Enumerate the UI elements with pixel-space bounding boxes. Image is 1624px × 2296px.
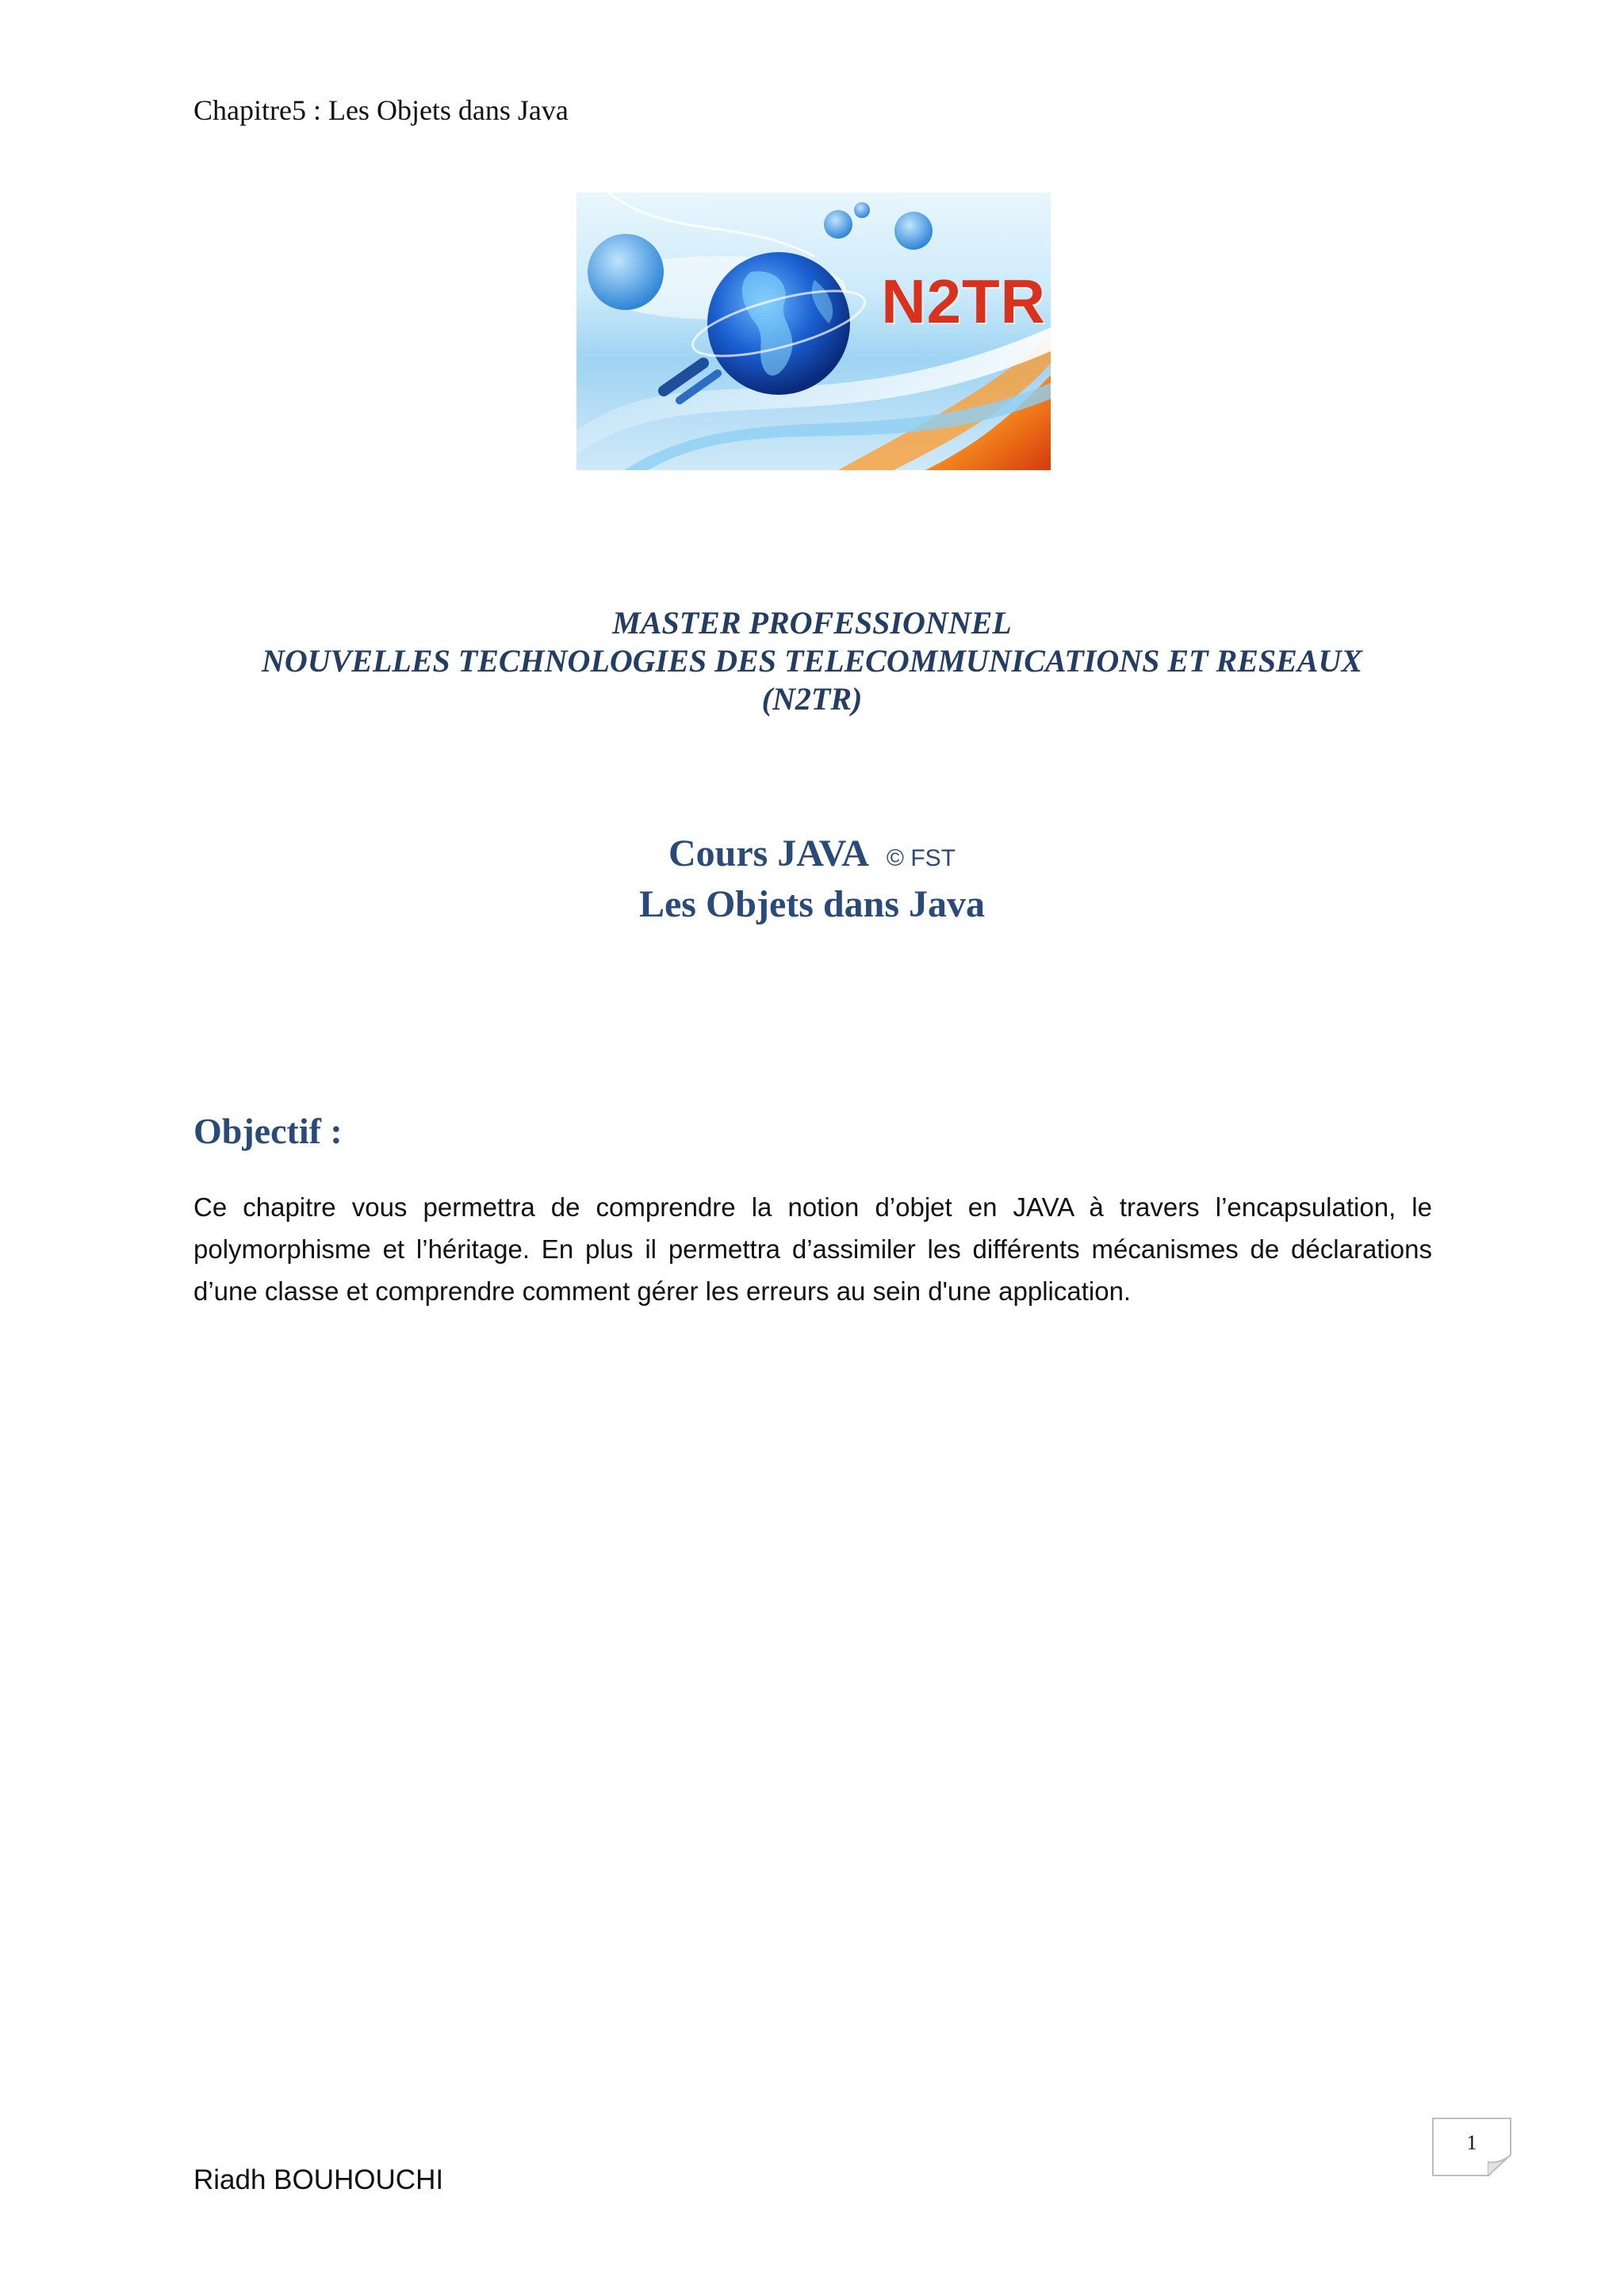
logo-text: N2TR: [881, 266, 1046, 336]
program-line-3: (N2TR): [761, 681, 863, 717]
program-title: [0, 604, 1624, 718]
course-title-block: [0, 831, 1624, 928]
objective-heading: Objectif :: [193, 1111, 343, 1151]
course-subtitle: Les Objets dans Java: [638, 883, 986, 925]
copyright-notice: © FST: [886, 845, 956, 871]
objective-paragraph: Ce chapitre vous permettra de comprendre la notion d’objet en JAVA à travers l’encapsulation, le polymorphisme et l’héritage. En plus il permettra d’assimiler les différents mécanismes de déclarations d’une classe et comprendre comment gérer les erreurs au sein d'une application.: [193, 1192, 1432, 1306]
course-title: Cours JAVA: [668, 832, 869, 874]
course-title-line: [0, 831, 1624, 882]
page-header: Chapitre5 : Les Objets dans Java: [193, 94, 569, 126]
n2tr-logo: [576, 193, 1051, 470]
footer-author: Riadh BOUHOUCHI: [193, 2164, 444, 2195]
program-line-1: MASTER PROFESSIONNEL: [612, 605, 1012, 641]
program-line-2: NOUVELLES TECHNOLOGIES DES TELECOMMUNICATIONS ET RESEAUX: [261, 643, 1363, 679]
page-number: 1: [1466, 2131, 1477, 2154]
page-curl-icon: [1488, 2154, 1511, 2176]
